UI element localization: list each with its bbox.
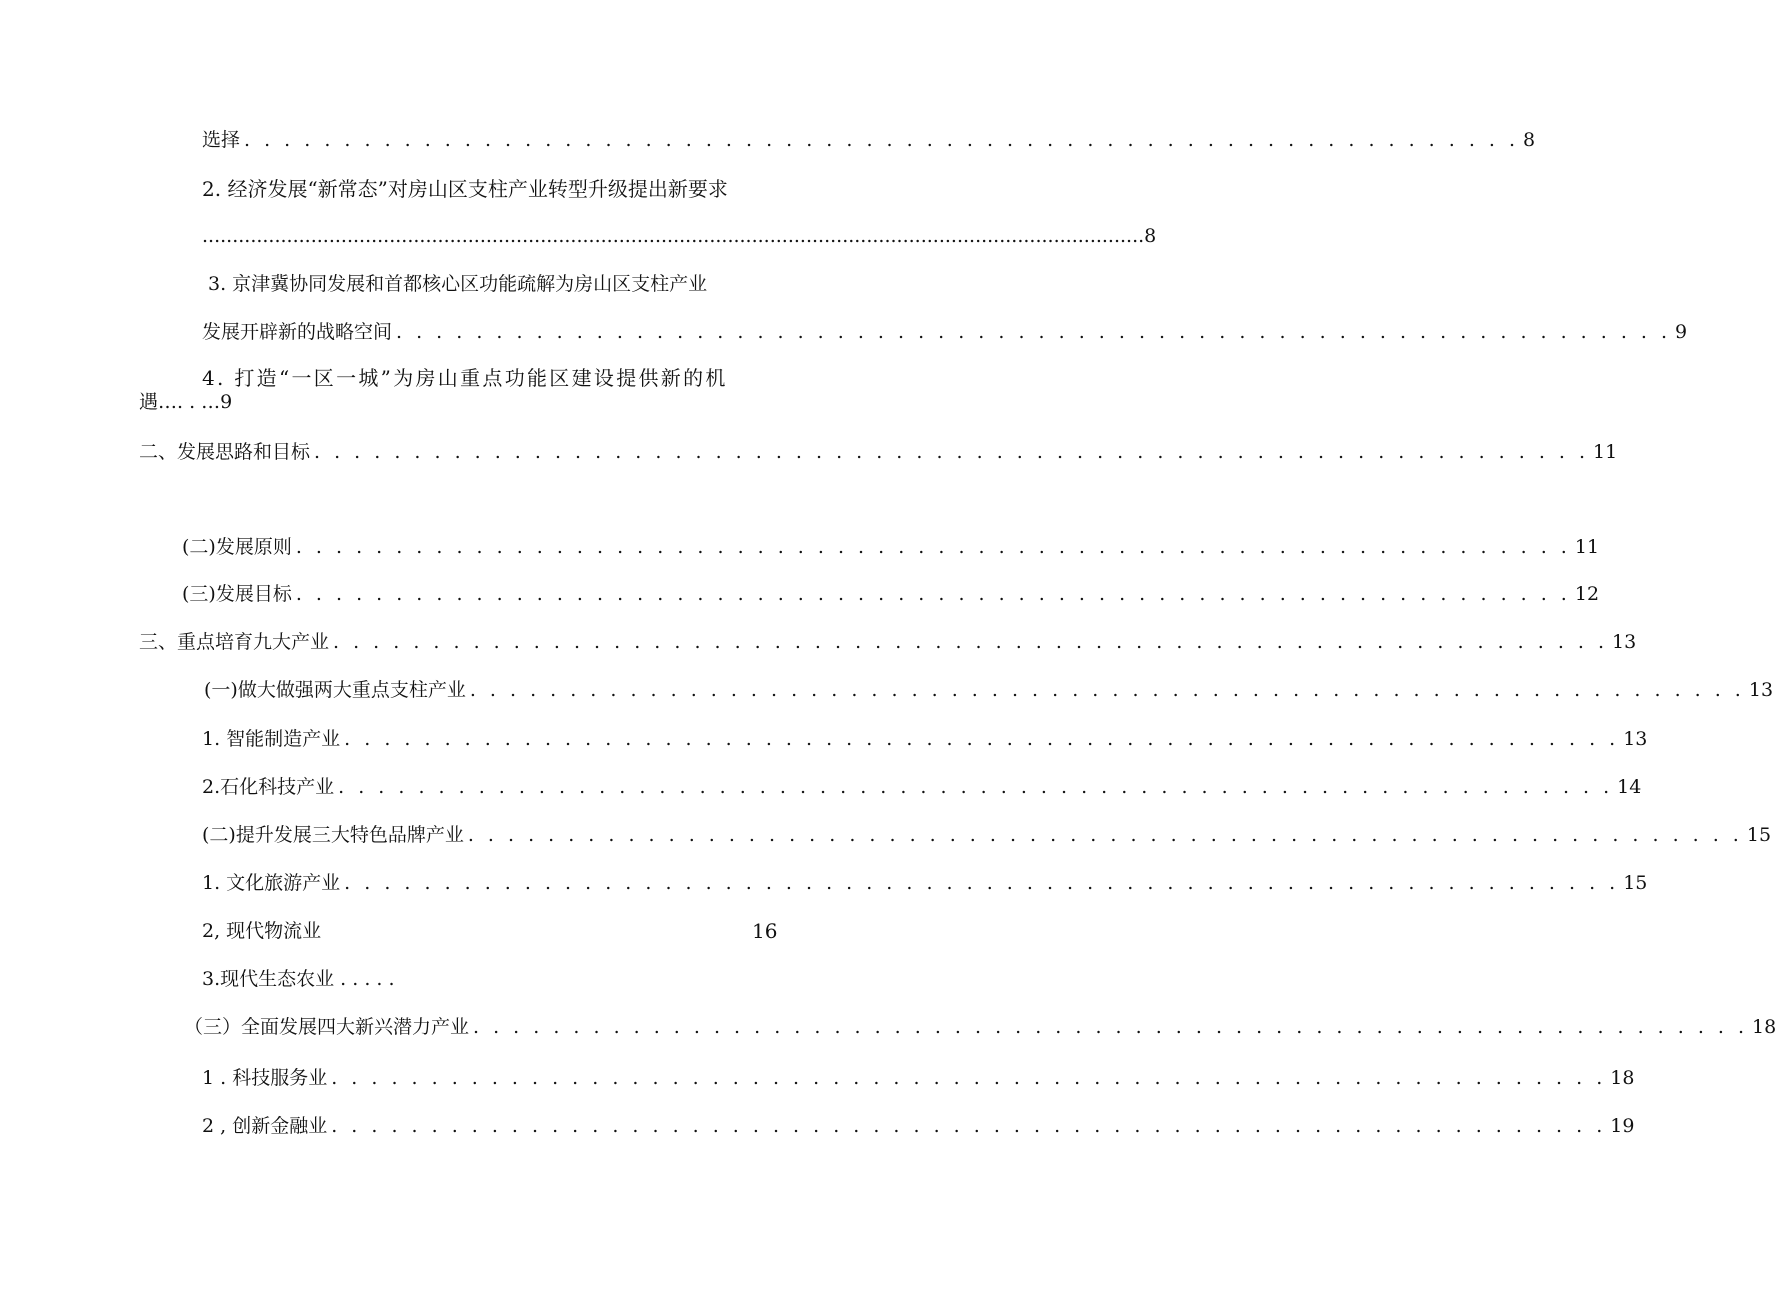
toc-page-number: 15 [1623,872,1648,894]
toc-entry-section-2[interactable] [139,440,1618,464]
toc-entry-smart-manufacturing[interactable] [202,727,1648,751]
toc-entry-text: 2.石化科技产业 [202,776,335,798]
toc-entry-tech-services[interactable] [202,1066,1635,1090]
toc-entry-text: (二)发展原则 [182,536,292,558]
toc-entry-jjj-text[interactable] [208,272,707,296]
toc-page-number: 12 [1574,583,1600,605]
toc-page-number: 9 [1675,321,1688,343]
toc-entry-innovative-finance[interactable] [202,1114,1635,1138]
toc-entry-city-text[interactable] [202,366,728,390]
toc-entry-text: (三)发展目标 [182,583,292,605]
toc-entry-section-3-1[interactable] [204,678,1774,702]
toc-page-number: 15 [1746,824,1772,846]
toc-entry-culture-tourism[interactable] [202,871,1648,895]
toc-entry-principles[interactable] [182,535,1600,559]
toc-entry-text: （三）全面发展四大新兴潜力产业 [184,1016,470,1038]
toc-entry-text: 2, 现代物流业 [202,920,322,942]
toc-entry-text: 1. 文化旅游产业 [202,872,341,894]
toc-leader-dots: . . . . . . . . . . . . . . . . . . . . . . . . . . . . . . . . . . . . . . . . . . . . . . . . . . . . . . . . . . . . . . . . [314,441,1590,463]
toc-entry-city-line2[interactable] [139,390,232,414]
toc-entry-section-3-2[interactable] [202,823,1772,847]
toc-page-number: 14 [1617,776,1642,798]
toc-entry-text: (一)做大做强两大重点支柱产业 [204,679,466,701]
toc-entry-economy-text[interactable] [202,177,728,201]
toc-page-number: 13 [1623,728,1648,750]
toc-leader-dots: . . . . . . . . . . . . . . . . . . . . . . . . . . . . . . . . . . . . . . . . . . . . . . . . . . . . . . . . . . . . . . . . [295,536,1571,558]
toc-entry-text: 3. 京津冀协同发展和首都核心区功能疏解为房山区支柱产业 [208,273,708,295]
toc-page-number: 18 [1752,1016,1776,1038]
toc-leader-dots: . . . . . . . . . . . . . . . . . . . . . . . . . . . . . . . . . . . . . . . . . . . . . . . . . . . . . . . . . . . . . . . . [473,1016,1749,1038]
toc-leader-dots: . . . . . . . . . . . . . . . . . . . . . . . . . . . . . . . . . . . . . . . . . . . . . . . . . . . . . . . . . . . . . . . . [295,583,1571,605]
toc-entry-jjj-line2[interactable] [202,320,1688,344]
toc-page-number: 13 [1748,679,1774,701]
toc-page-number: 19 [1610,1115,1635,1137]
toc-entry-eco-agriculture[interactable] [202,967,395,991]
toc-entry-text: 1. 智能制造产业 [202,728,341,750]
toc-entry-petrochem[interactable] [202,775,1642,799]
toc-page-number: 16 [752,919,778,943]
toc-entry-text: 发展开辟新的战略空间 [202,321,393,343]
toc-leader-dots: . . . . . . . . . . . . . . . . . . . . . . . . . . . . . . . . . . . . . . . . . . . . . . . . . . . . . . . . . . . . . . . . [331,1067,1607,1089]
toc-page-number: 18 [1610,1067,1635,1089]
toc-leader-dots: . . . . . . . . . . . . . . . . . . . . . . . . . . . . . . . . . . . . . . . . . . . . . . . . . . . . . . . . . . . . . . . . [344,872,1620,894]
toc-page-number: 8 [1523,129,1536,151]
toc-leader-dots: ............................................................................................................................................................ [202,225,1145,247]
toc-entry-text: 三、重点培育九大产业 [139,631,330,653]
toc-entry-text: (二)提升发展三大特色品牌产业 [202,824,464,846]
toc-leader-dots: . . . . . . . . . . . . . . . . . . . . . . . . . . . . . . . . . . . . . . . . . . . . . . . . . . . . . . . . . . . . . . . . [396,321,1672,343]
toc-entry-text: 2. 经济发展“新常态”对房山区支柱产业转型升级提出新要求 [202,177,728,201]
toc-page-number: 11 [1574,536,1600,558]
toc-entry-section-3[interactable] [139,630,1637,654]
toc-entry-text: 3.现代生态农业 . . . . . [202,968,395,990]
toc-entry-text: 选择 [202,129,241,151]
toc-entry-logistics[interactable] [202,919,321,943]
toc-leader-dots: . . . . . . . . . . . . . . . . . . . . . . . . . . . . . . . . . . . . . . . . . . . . . . . . . . . . . . . . . . . . . . . . [338,776,1614,798]
toc-entry-text: 二、发展思路和目标 [139,441,311,463]
toc-page-number: 8 [1144,225,1157,247]
toc-page-number: 13 [1612,631,1637,653]
toc-entry-text: 4. 打造“一区一城”为房山重点功能区建设提供新的机 [202,366,728,390]
toc-entry-goals[interactable] [182,582,1600,606]
toc-leader-dots: . . . . . . . . . . . . . . . . . . . . . . . . . . . . . . . . . . . . . . . . . . . . . . . . . . . . . . . . . . . . . . . . [333,631,1609,653]
toc-entry-section-3-3[interactable] [184,1015,1776,1039]
toc-entry-economy-leader [202,224,1157,248]
toc-leader-dots: . . . . . . . . . . . . . . . . . . . . . . . . . . . . . . . . . . . . . . . . . . . . . . . . . . . . . . . . . . . . . . . . [344,728,1620,750]
toc-leader-dots: . . . . . . . . . . . . . . . . . . . . . . . . . . . . . . . . . . . . . . . . . . . . . . . . . . . . . . . . . . . . . . . . [469,679,1745,701]
toc-leader-dots: . . . . . . . . . . . . . . . . . . . . . . . . . . . . . . . . . . . . . . . . . . . . . . . . . . . . . . . . . . . . . . . . [467,824,1743,846]
toc-page-number: 11 [1593,441,1618,463]
toc-entry-text: 遇…. . …9 [139,391,233,413]
toc-leader-dots: . . . . . . . . . . . . . . . . . . . . . . . . . . . . . . . . . . . . . . . . . . . . . . . . . . . . . . . . . . . . . . . . [244,129,1520,151]
toc-entry-text: 1 . 科技服务业 [202,1067,328,1089]
toc-entry-text: 2 , 创新金融业 [202,1115,328,1137]
toc-entry-choice[interactable] [202,128,1536,152]
toc-leader-dots: . . . . . . . . . . . . . . . . . . . . . . . . . . . . . . . . . . . . . . . . . . . . . . . . . . . . . . . . . . . . . . . . [331,1115,1607,1137]
